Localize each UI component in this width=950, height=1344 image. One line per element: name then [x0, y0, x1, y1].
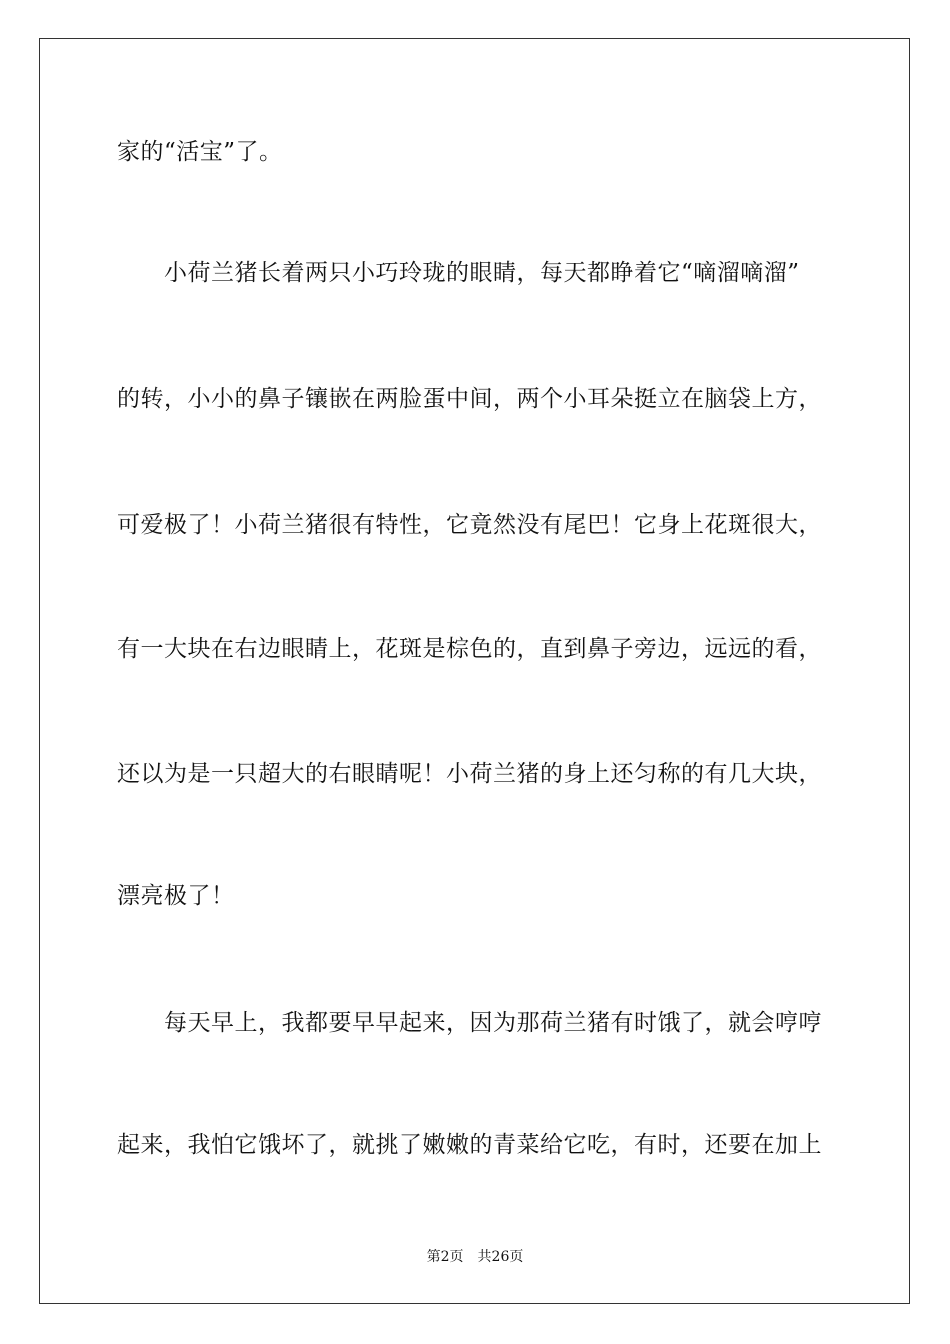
text-line-3: 的转，小小的鼻子镶嵌在两脸蛋中间，两个小耳朵挺立在脑袋上方， [117, 386, 822, 412]
page-border [39, 38, 910, 1304]
text-line-5: 有一大块在右边眼睛上，花斑是棕色的，直到鼻子旁边，远远的看， [117, 636, 822, 662]
text-line-4: 可爱极了！小荷兰猪很有特性，它竟然没有尾巴！它身上花斑很大， [117, 512, 822, 538]
page-footer [0, 1247, 950, 1267]
text-line-7: 漂亮极了！ [117, 883, 235, 909]
page-total: 共26页 [477, 1249, 524, 1265]
text-line-8: 每天早上，我都要早早起来，因为那荷兰猪有时饿了，就会哼哼 [164, 1010, 822, 1036]
text-line-2: 小荷兰猪长着两只小巧玲珑的眼睛，每天都睁着它“嘀溜嘀溜” [164, 260, 800, 286]
text-line-9: 起来，我怕它饿坏了，就挑了嫩嫩的青菜给它吃，有时，还要在加上 [117, 1132, 822, 1158]
page-number: 第2页 [426, 1249, 464, 1265]
text-line-6: 还以为是一只超大的右眼睛呢！小荷兰猪的身上还匀称的有几大块， [117, 761, 822, 787]
text-line-1: 家的“活宝”了。 [117, 139, 283, 165]
